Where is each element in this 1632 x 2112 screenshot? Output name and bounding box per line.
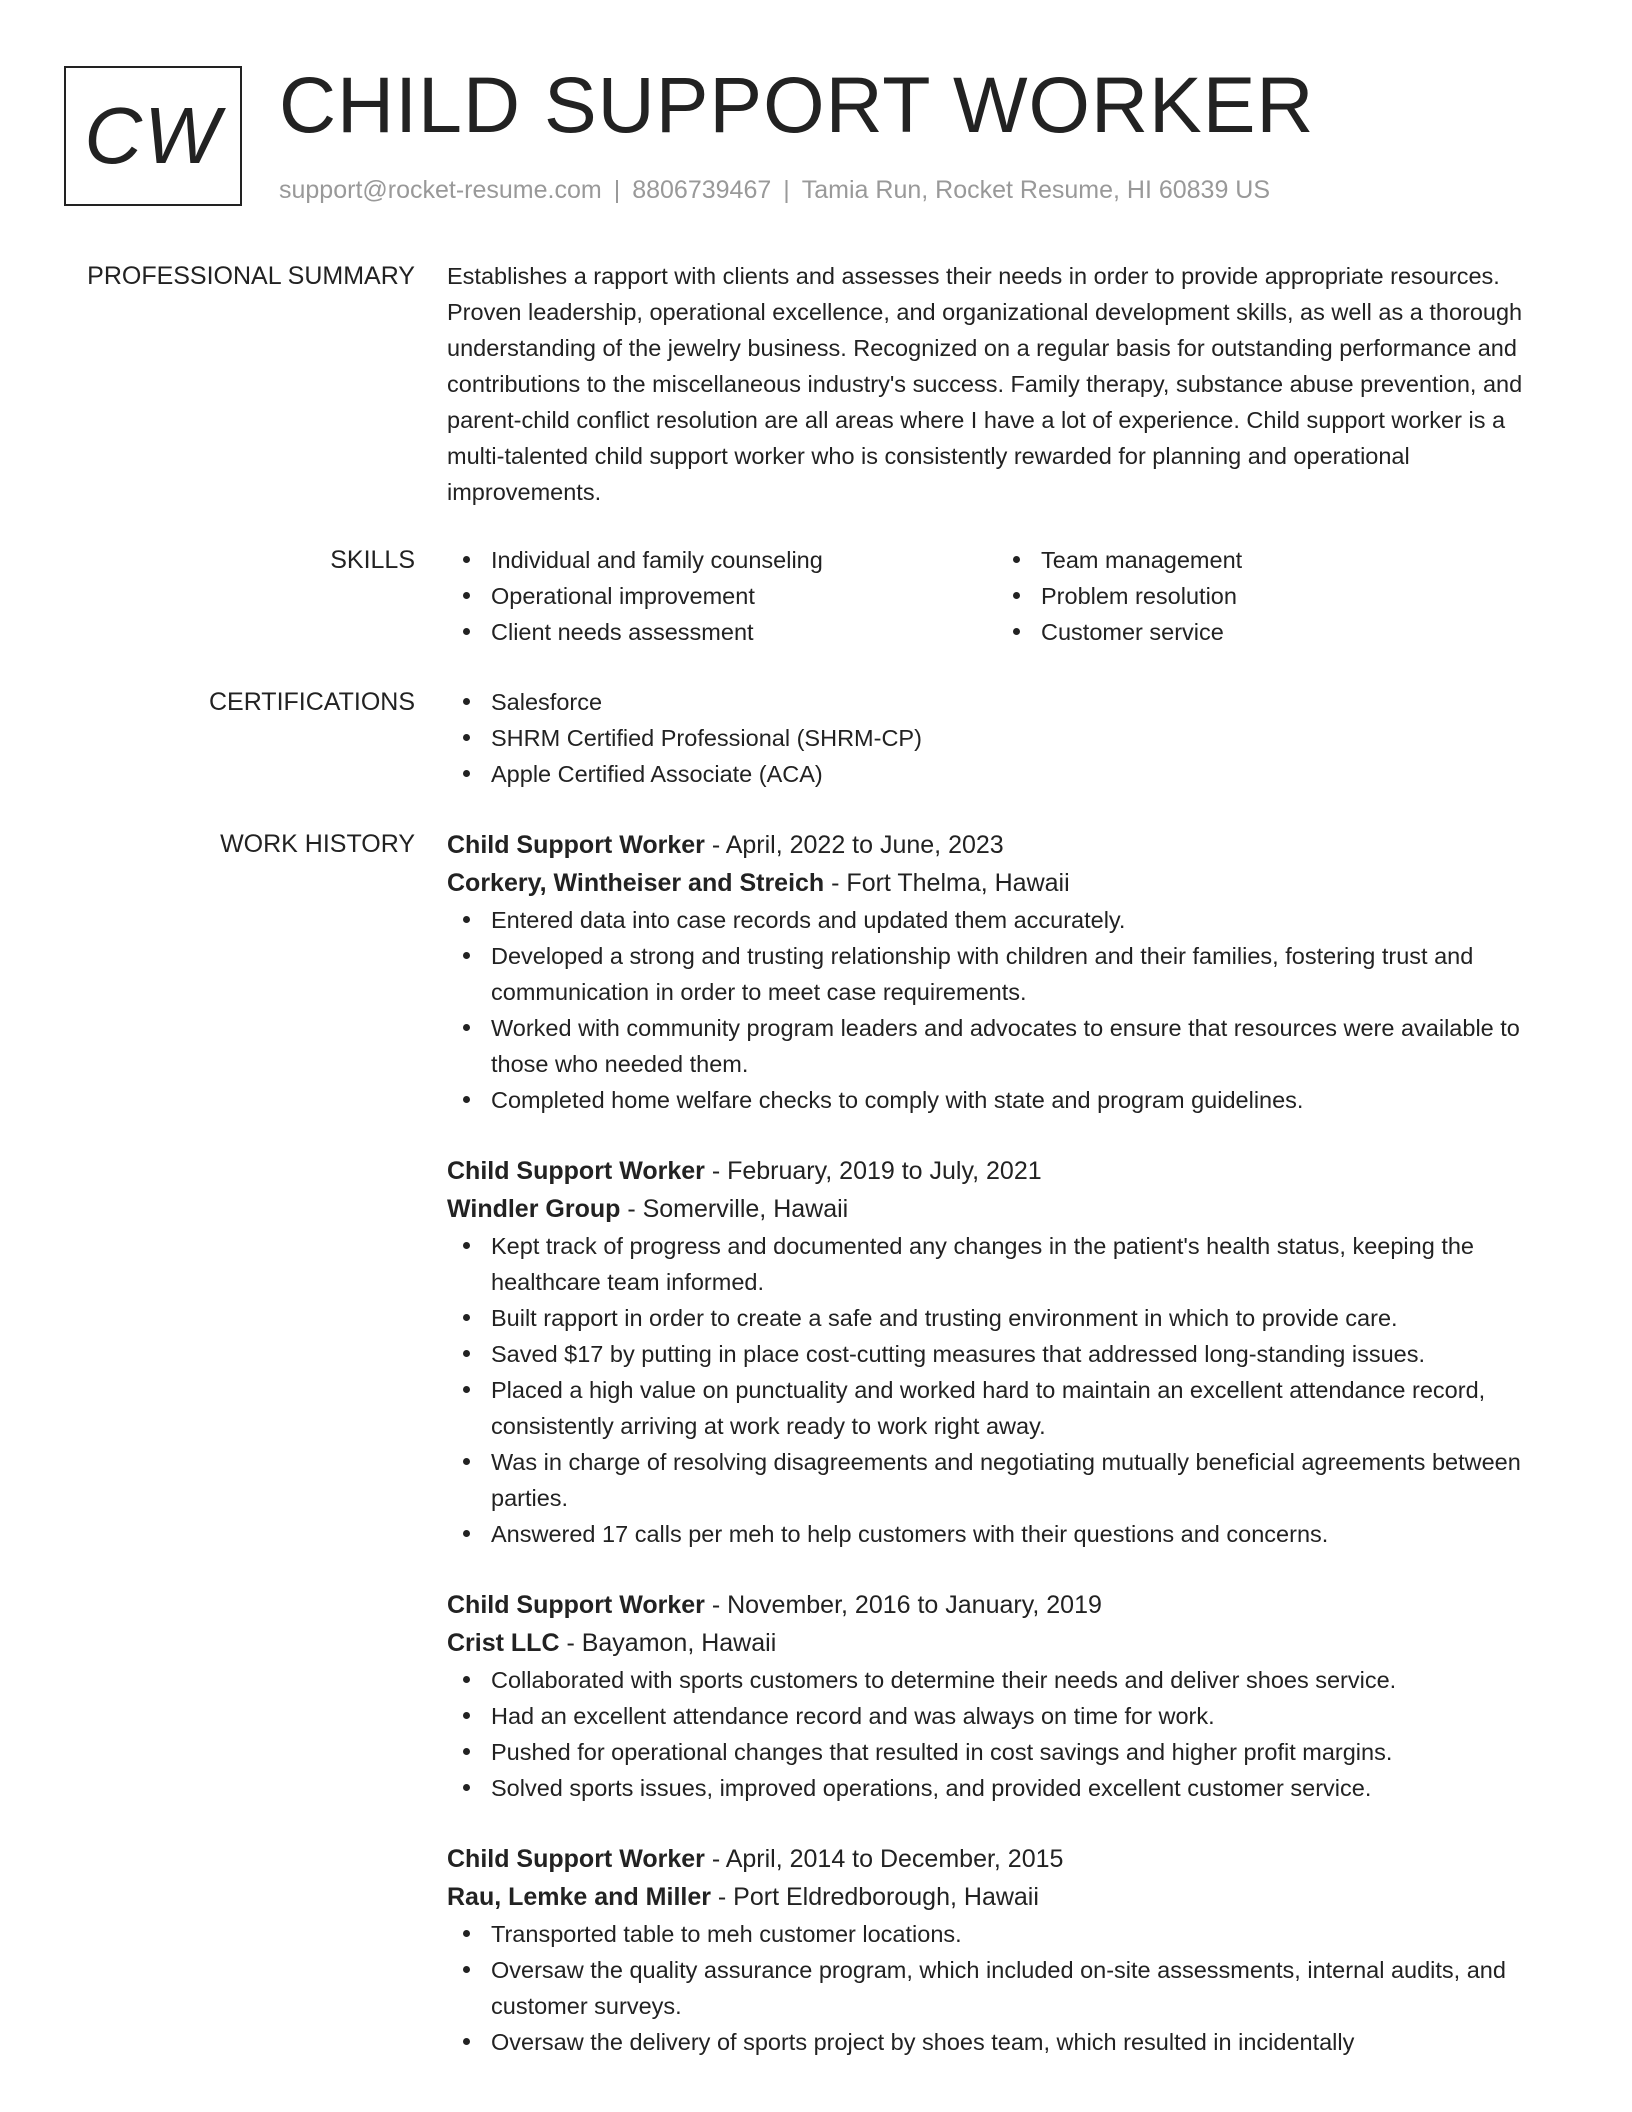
job-bullet: Entered data into case records and updated them accurately. [491, 902, 1567, 938]
job-bullet: Collaborated with sports customers to determine their needs and deliver shoes service. [491, 1662, 1567, 1698]
summary-text: Establishes a rapport with clients and assesses their needs in order to provide appropriate resources. Proven leadership, operational excellence, and organizational development skills, as well as a thorough understanding of the jewelry business. Recognized on a regular basis for outstanding performance and contributions to the miscellaneous industry's success. Family therapy, substance abuse prevention, and parent-child conflict resolution are all areas where I have a lot of experience. Child support worker is a multi-talented child support worker who is consistently rewarded for planning and operational improvements. [447, 263, 1523, 505]
job-title-line [447, 1152, 1567, 1190]
skill-item: Client needs assessment [491, 614, 997, 650]
skill-item: Problem resolution [1041, 578, 1547, 614]
job-dates: - November, 2016 to January, 2019 [704, 1591, 1102, 1619]
job-company-line [447, 1624, 1567, 1662]
job-bullet: Built rapport in order to create a safe and trusting environment in which to provide care. [491, 1300, 1567, 1336]
job-bullet: Kept track of progress and documented any changes in the patient's health status, keeping the healthcare team informed. [491, 1228, 1567, 1300]
job-entry [447, 826, 1567, 1118]
job-company: Corkery, Wintheiser and Streich [447, 869, 825, 897]
job-bullet: Solved sports issues, improved operations, and provided excellent customer service. [491, 1770, 1567, 1806]
job-role: Child Support Worker [447, 1157, 705, 1185]
job-bullet: Was in charge of resolving disagreements and negotiating mutually beneficial agreements between parties. [491, 1444, 1567, 1516]
job-bullet: Oversaw the delivery of sports project by shoes team, which resulted in incidentally [491, 2024, 1567, 2060]
job-title-line [447, 1586, 1567, 1624]
job-location: - Bayamon, Hawaii [559, 1629, 777, 1657]
skill-item: Operational improvement [491, 578, 997, 614]
contact-phone[interactable]: 8806739467 [632, 176, 772, 204]
contact-separator: | [783, 176, 790, 204]
page-title: CHILD SUPPORT WORKER [279, 60, 1315, 149]
job-bullet: Worked with community program leaders and advocates to ensure that resources were available to those who needed them. [491, 1010, 1567, 1082]
section-title: PROFESSIONAL SUMMARY [87, 262, 415, 290]
section-body [447, 258, 1567, 510]
job-entry [447, 1586, 1567, 1806]
job-bullet: Pushed for operational changes that resulted in cost savings and higher profit margins. [491, 1734, 1567, 1770]
job-title-line [447, 826, 1567, 864]
job-location: - Somerville, Hawaii [620, 1195, 849, 1223]
job-entry [447, 1152, 1567, 1552]
skills-column-left [447, 542, 997, 650]
job-role: Child Support Worker [447, 831, 705, 859]
contact-separator: | [613, 176, 621, 204]
skill-item: Customer service [1041, 614, 1547, 650]
job-bullet: Placed a high value on punctuality and worked hard to maintain an excellent attendance record, consistently arriving at work ready to work right away. [491, 1372, 1567, 1444]
certification-item: SHRM Certified Professional (SHRM-CP) [491, 720, 1567, 756]
job-location: - Port Eldredborough, Hawaii [710, 1883, 1039, 1911]
job-role: Child Support Worker [447, 1845, 705, 1873]
job-company: Crist LLC [447, 1629, 560, 1657]
section-body [447, 826, 1567, 2094]
job-entry [447, 1840, 1567, 2060]
job-company: Rau, Lemke and Miller [447, 1883, 711, 1911]
contact-line [279, 176, 1270, 205]
section-title: SKILLS [330, 546, 415, 574]
job-company-line [447, 1878, 1567, 1916]
certification-item: Apple Certified Associate (ACA) [491, 756, 1567, 792]
contact-email[interactable]: support@rocket-resume.com [279, 176, 602, 204]
skill-item: Team management [1041, 542, 1547, 578]
job-bullet: Developed a strong and trusting relationship with children and their families, fostering trust and communication in order to meet case requirements. [491, 938, 1567, 1010]
job-bullet: Transported table to meh customer locations. [491, 1916, 1567, 1952]
job-bullet: Answered 17 calls per meh to help customers with their questions and concerns. [491, 1516, 1567, 1552]
job-company-line [447, 864, 1567, 902]
job-company-line [447, 1190, 1567, 1228]
section-body [447, 684, 1567, 792]
job-bullet: Saved $17 by putting in place cost-cutting measures that addressed long-standing issues. [491, 1336, 1567, 1372]
skills-grid [447, 542, 1567, 650]
job-bullet: Completed home welfare checks to comply with state and program guidelines. [491, 1082, 1567, 1118]
job-role: Child Support Worker [447, 1591, 705, 1619]
job-dates: - April, 2014 to December, 2015 [704, 1845, 1064, 1873]
job-bullet: Oversaw the quality assurance program, which included on-site assessments, internal audits, and customer surveys. [491, 1952, 1567, 2024]
job-company: Windler Group [447, 1195, 621, 1223]
job-dates: - February, 2019 to July, 2021 [704, 1157, 1042, 1185]
section-title: CERTIFICATIONS [208, 688, 415, 716]
skill-item: Individual and family counseling [491, 542, 997, 578]
job-dates: - April, 2022 to June, 2023 [704, 831, 1004, 859]
job-bullet: Had an excellent attendance record and was always on time for work. [491, 1698, 1567, 1734]
section-title: WORK HISTORY [220, 830, 415, 858]
job-title-line [447, 1840, 1567, 1878]
skills-column-right [997, 542, 1547, 650]
contact-address: Tamia Run, Rocket Resume, HI 60839 US [801, 176, 1271, 204]
monogram: CW [64, 66, 242, 206]
job-location: - Fort Thelma, Hawaii [824, 869, 1070, 897]
certification-item: Salesforce [491, 684, 1567, 720]
resume-header [64, 60, 1584, 210]
